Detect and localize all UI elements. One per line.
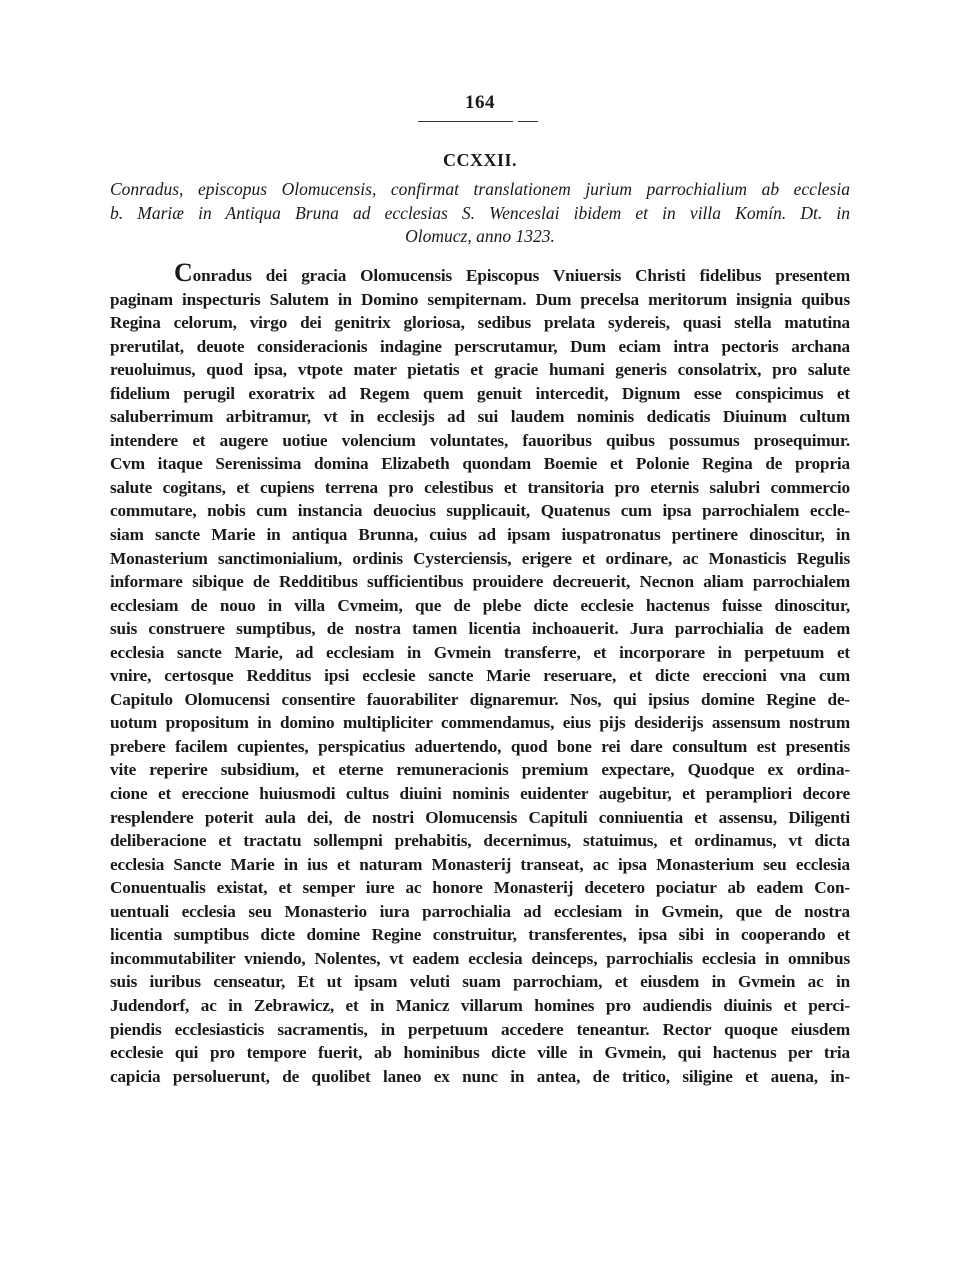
body-line: capicia persoluerunt, de quolibet laneo ex nunc in antea, de tritico, siligine et auena, in- [110, 1066, 850, 1086]
first-line-text: onradus dei gracia Olomucensis Episcopus Vniuersis Christi fidelibus presentem [192, 266, 850, 285]
body-line: vite reperire subsidium, et eterne remuneracionis premium expectare, Quodque ex ordina- [110, 760, 850, 780]
body-line: resplendere poterit aula dei, de nostri Olomucensis Capituli conniuentia et assensu, Diligenti [110, 807, 850, 827]
body-line: Cvm itaque Serenissima domina Elizabeth quondam Boemie et Polonie Regina de propria [110, 454, 850, 474]
body-line: saluberrimum arbitramur, vt in ecclesijs ad sui laudem nominis dedicatis Diuinum cultum [110, 407, 850, 427]
summary-line: b. Mariæ in Antiqua Bruna ad ecclesias S. Wenceslai ibidem et in villa Komín. Dt. in [110, 202, 850, 223]
body-line: vnire, certosque Redditus ipsi ecclesie sancte Marie reseruare, et dicte ereccioni vna cum [110, 666, 850, 686]
body-line: piendis ecclesiasticis sacramentis, in perpetuum accedere teneantur. Rector quoque eiusdem [110, 1019, 850, 1039]
body-line: salute cogitans, et cupiens terrena pro celestibus et transitoria pro eternis salubri commercio [110, 477, 850, 497]
header-rule-short [518, 121, 538, 122]
body-line: suis iuribus censeatur, Et ut ipsam veluti suam parrochiam, et eiusdem in Gvmein ac in [110, 972, 850, 992]
body-line: fidelium perugil exoratrix ad Regem quem genuit intercedit, Dignum esse conspicimus et [110, 383, 850, 403]
body-line: Judendorf, ac in Zebrawicz, et in Manicz villarum homines pro audiendis diuinis et perci- [110, 995, 850, 1015]
body-line: licentia sumptibus dicte domine Regine construitur, transferentes, ipsa sibi in cooperando et [110, 925, 850, 945]
page-number: 164 [465, 92, 495, 113]
body-line: ecclesie qui pro tempore fuerit, ab hominibus dicte ville in Gvmein, qui hactenus per tria [110, 1043, 850, 1063]
body-line: intendere et augere uotiue volencium voluntates, fauoribus quibus possumus prosequimur. [110, 430, 850, 450]
body-line: paginam inspecturis Salutem in Domino sempiternam. Dum precelsa meritorum insignia quibus [110, 289, 850, 309]
body-line: prerutilat, deuote consideracionis indagine perscrutamur, Dum eciam intra pectoris archana [110, 336, 850, 356]
body-line: deliberacione et tractatu sollempni prehabitis, decernimus, statuimus, et ordinamus, vt dicta [110, 831, 850, 851]
body-line: uentuali ecclesia seu Monasterio iura parrochialia ad ecclesiam in Gvmein, que de nostra [110, 901, 850, 921]
body-line: Conuentualis existat, et semper iure ac honore Monasterij decetero pociatur ab eadem Con- [110, 878, 850, 898]
drop-cap: C [174, 258, 193, 287]
summary [110, 178, 850, 249]
body-line: prebere facilem cupientes, perspicatius aduertendo, quod bone rei dare consultum est presentis [110, 736, 850, 756]
body-line: uotum propositum in domino multipliciter commendamus, eius pijs desiderijs assensum nostrum [110, 713, 850, 733]
body-line: Monasterium sanctimonialium, ordinis Cysterciensis, erigere et ordinare, ac Monasticis Regulis [110, 548, 850, 568]
body-line: siam sancte Marie in antiqua Brunna, cuius ad ipsam iuspatronatus pertinere dinoscitur, in [110, 525, 850, 545]
body-line: ecclesia Sancte Marie in ius et naturam Monasterij transeat, ac ipsa Monasterium seu ecclesia [110, 854, 850, 874]
body-line: ecclesia sancte Marie, ad ecclesiam in Gvmein transferre, et incorporare in perpetuum et [110, 642, 850, 662]
summary-line: Conradus, episcopus Olomucensis, confirmat translationem jurium parrochialium ab ecclesia [110, 179, 850, 199]
header-rule [418, 121, 513, 122]
body-line: cione et ereccione huiusmodi cultus diuini nominis euidenter augebitur, et perampliori decore [110, 784, 850, 804]
body-line: Regina celorum, virgo dei genitrix gloriosa, sedibus prelata sydereis, quasi stella matutina [110, 313, 850, 333]
body-line: ecclesiam de nouo in villa Cvmeim, que de plebe dicte ecclesie hactenus fuisse dinoscitur, [110, 595, 850, 615]
body-line: commutare, nobis cum instancia deuocius supplicauit, Quatenus cum ipsa parrochialem eccle- [110, 501, 850, 521]
body-text [110, 258, 850, 1088]
body-line: Capitulo Olomucensi consentire fauorabiliter dignaremur. Nos, qui ipsius domine Regine de- [110, 689, 850, 709]
body-line-first [110, 258, 850, 288]
summary-line: Olomucz, anno 1323. [405, 226, 555, 246]
body-line: suis construere sumptibus, de nostra tamen licentia inchoauerit. Jura parrochialia de eadem [110, 619, 850, 639]
body-line: reuoluimus, quod ipsa, vtpote mater pietatis et gracie humani generis consolatrix, pro salute [110, 360, 850, 380]
body-line: incommutabiliter vniendo, Nolentes, vt eadem ecclesia deinceps, parrochialis ecclesia in omnibus [110, 948, 850, 968]
body-line: informare sibique de Redditibus sufficientibus prouidere decreuerit, Necnon aliam parrochialem [110, 572, 850, 592]
document-number: CCXXII. [442, 150, 517, 170]
